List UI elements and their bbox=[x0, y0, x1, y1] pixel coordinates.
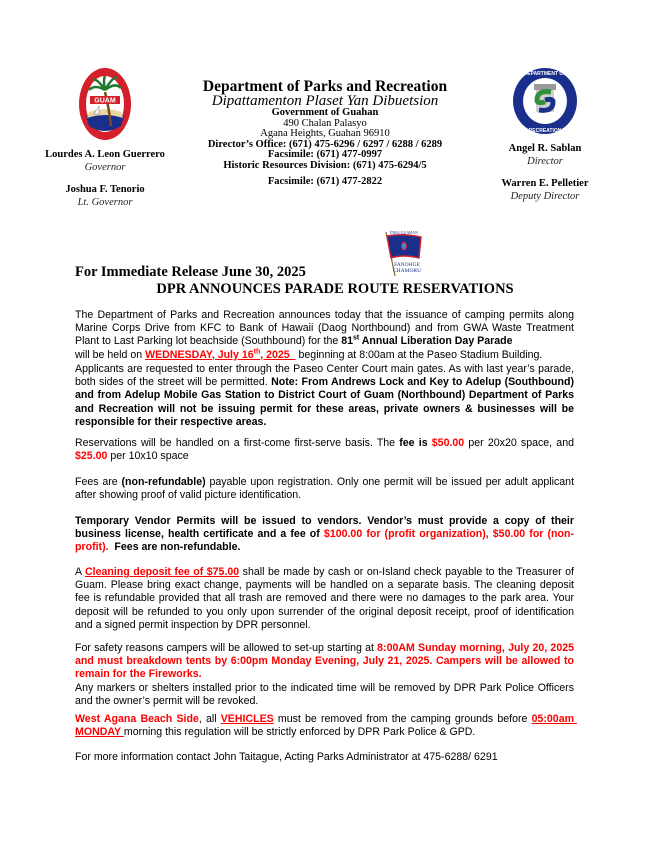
paragraph-permits-announcement: The Department of Parks and Recreation announces today that the issuance of camping permits along Marine Corps Drive from KFC to Bank of Hawaii (Daog Northbound) and from GWA Waste Treatment Plant to Last Parking lot beachside (Southbound) for the 81st Annual Liberation Day Parade will be held on WEDNESDAY, July 16th, 2025 beginning at 8:00am at the Paseo Stadium Building. bbox=[75, 309, 574, 361]
reservation-date: WEDNESDAY, July 16th, 2025 bbox=[145, 348, 296, 361]
facsimile-2: Facsimile: (671) 477-2822 bbox=[267, 176, 383, 187]
address-line-1: 490 Chalan Palasyo bbox=[283, 117, 367, 129]
vehicles-emphasis: VEHICLES bbox=[220, 713, 274, 725]
svg-text:CHAMORU: CHAMORU bbox=[392, 268, 422, 274]
fee-20x20: $50.00 bbox=[431, 437, 465, 449]
lt-governor-name: Joshua F. Tenorio bbox=[65, 184, 145, 195]
governor-title: Governor bbox=[84, 162, 126, 173]
great-seal-of-guam-icon bbox=[77, 66, 133, 142]
paragraph-safety-schedule: For safety reasons campers will be allowed to set-up starting at 8:00AM Sunday morning, July 20, 2025 and must breakdown tents by 6:00pm Monday Evening, July 21, 2025. Campers will be allowed to remain for the Fireworks. Any markers or shelters installed prior to the indicated time will be removed by DPR Park Police Officers and the owner’s permit will be revoked. bbox=[75, 642, 574, 707]
department-letterhead bbox=[180, 79, 470, 188]
release-date-line: For Immediate Release June 30, 2025 bbox=[75, 264, 306, 280]
address-line-2: Agana Heights, Guahan 96910 bbox=[260, 128, 390, 139]
paragraph-vehicles: West Agana Beach Side, all VEHICLES must be removed from the camping grounds before 05:00am MONDAY morning this regulation will be strictly enforced by DPR Park Police & GPD. bbox=[75, 713, 577, 739]
west-agana-beach-side: West Agana Beach Side bbox=[75, 713, 199, 725]
government-name: Government of Guahan bbox=[271, 107, 379, 118]
parade-ordinal: 81st Annual Liberation Day Parade bbox=[341, 334, 513, 348]
svg-text:FANOHGE: FANOHGE bbox=[394, 262, 420, 268]
deputy-director-name: Warren E. Pelletier bbox=[501, 178, 589, 189]
lt-governor-title: Lt. Governor bbox=[77, 197, 133, 208]
svg-text:ÍNRA GUAHAN: ÍNRA GUAHAN bbox=[390, 230, 418, 235]
paragraph-vendor-permits: Temporary Vendor Permits will be issued to vendors. Vendor’s must provide a copy of their business license, health certificate and a fee of $100.00 for (profit organization), $50.00 for (non-profit). Fees are non-refundable. bbox=[75, 515, 574, 554]
directors-office-phone: Director’s Office: (671) 475-6296 / 6297 / 6288 / 6289 bbox=[207, 138, 443, 150]
department-name: Department of Parks and Recreation bbox=[202, 78, 448, 95]
svg-text:DEPARTMENT OF: DEPARTMENT OF bbox=[523, 71, 567, 77]
governor-block bbox=[30, 66, 180, 209]
svg-text:RECREATION: RECREATION bbox=[528, 128, 562, 134]
paragraph-fees: Reservations will be handled on a first-come first-serve basis. The fee is $50.00 per 20x20 space, and $25.00 per 10x10 space bbox=[75, 437, 574, 463]
paragraph-applicants: Applicants are requested to enter through the Paseo Center Court main gates. As with last year’s parade, both sides of the street will be permitted. Note: From Andrews Lock and Key to Adelup (Southbound) and from Adelup Mobile Gas Station to District Court of Guam (Northbound) Department of Parks and Recreation will not be issuing permit for these areas, private owners & businesses will be responsible for their respective areas. bbox=[75, 363, 574, 428]
press-release-headline: DPR ANNOUNCES PARADE ROUTE RESERVATIONS bbox=[156, 281, 514, 297]
governor-name: Lourdes A. Leon Guerrero bbox=[45, 149, 165, 160]
note-restricted-areas: Note: From Andrews Lock and Key to Adelup (Southbound) and from Adelup Mobile Gas Station to District Court of Guam (Northbound) Department of Parks and Recreation will not be issuing permit for these areas, private owners & businesses will be responsible for their respective areas. bbox=[75, 376, 574, 428]
director-name: Angel R. Sablan bbox=[508, 143, 582, 154]
deputy-director-title: Deputy Director bbox=[510, 191, 580, 202]
cleaning-deposit-fee: Cleaning deposit fee of $75.00 bbox=[85, 566, 240, 578]
historic-resources-phone: Historic Resources Division: (671) 475-6294/5 bbox=[223, 159, 427, 171]
paragraph-non-refundable: Fees are (non-refundable) payable upon registration. Only one permit will be issued per adult applicant after showing proof of valid picture identification. bbox=[75, 476, 575, 502]
chamorro-month-flag bbox=[383, 228, 425, 283]
director-block bbox=[465, 66, 625, 203]
svg-text:GUAM: GUAM bbox=[94, 97, 116, 105]
setup-breakdown-times: 8:00AM Sunday morning, July 20, 2025 and must breakdown tents by 6:00pm Monday Evening, July 21, 2025. Campers will be allowed to remain for the Fireworks. bbox=[75, 642, 574, 681]
department-name-chamorro: Dipattamenton Plaset Yan Dibuetsion bbox=[211, 93, 439, 109]
paragraph-contact: For more information contact John Taitague, Acting Parks Administrator at 475-6288/ 6291 bbox=[75, 751, 498, 763]
facsimile-1: Facsimile: (671) 477-0997 bbox=[267, 149, 383, 160]
guam-flag-icon bbox=[383, 228, 425, 278]
fee-10x10: $25.00 bbox=[75, 450, 108, 463]
vehicle-deadline: 05:00am MONDAY bbox=[75, 713, 577, 739]
vendor-fees: $100.00 for (profit organization), $50.00 for (non-profit). bbox=[75, 528, 574, 554]
paragraph-cleaning-deposit: A Cleaning deposit fee of $75.00 shall be made by cash or on-Island check payable to the Treasurer of Guam. Please bring exact change, payments will be handled on a separate basis. The cleaning deposit fee is refundable provided that all trash are removed and there were no damages to the park area. Your deposit will be refunded to you only upon surrender of the original deposit receipt, proof of identification and a signed permit inspection by DPR personnel. bbox=[75, 566, 574, 631]
director-title: Director bbox=[527, 156, 563, 167]
dpr-seal-icon bbox=[511, 66, 579, 136]
